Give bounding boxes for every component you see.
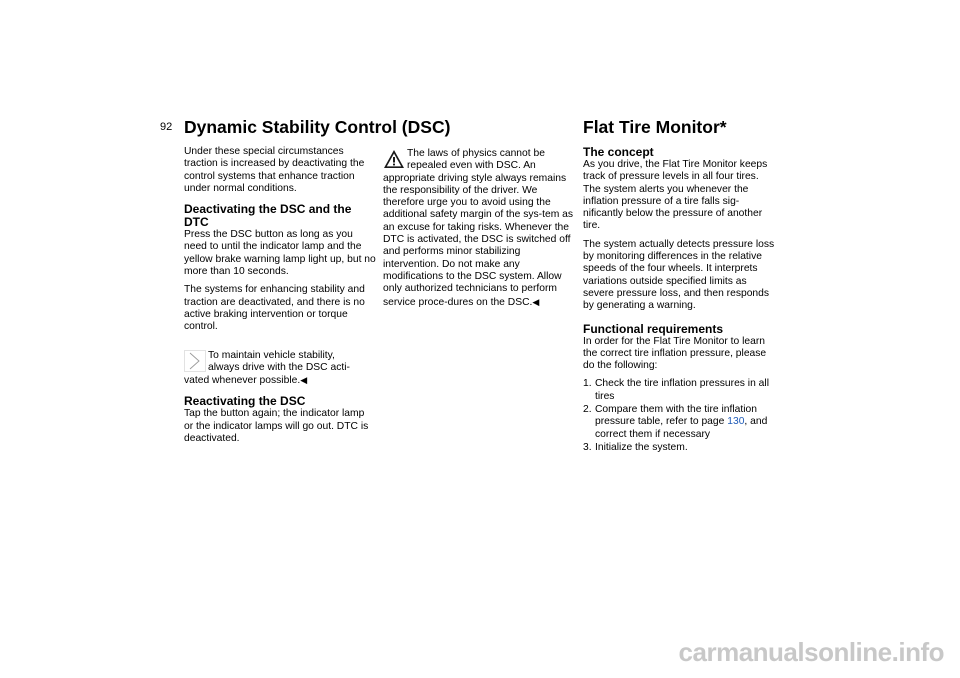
warning-body bbox=[383, 173, 575, 309]
watermark: carmanualsonline.info bbox=[678, 637, 944, 667]
reactivating-paragraph: Tap the button again; the indicator lamp or the indicator lamps will go out. DTC is deactivated. bbox=[184, 408, 369, 445]
warning-line-2: repealed even with DSC. An bbox=[407, 160, 536, 172]
note-line-3 bbox=[184, 374, 376, 387]
column-left bbox=[184, 146, 376, 451]
note-box bbox=[184, 350, 376, 388]
step-text-after: , and correct them if necessary bbox=[595, 416, 768, 440]
column-middle bbox=[383, 146, 575, 309]
warning-line-1: The laws of physics cannot be bbox=[407, 148, 545, 159]
intro-paragraph: Under these special circumstances traction is increased by deactivating the control systems that enhance traction under normal conditions. bbox=[184, 146, 365, 194]
step-number: 3. bbox=[583, 441, 592, 453]
deactivating-paragraph-2: The systems for enhancing stability and traction are deactivated, and there is no active braking intervention or torque control. bbox=[184, 284, 365, 333]
warning-box bbox=[383, 148, 575, 309]
page-number: 92 bbox=[160, 121, 173, 133]
end-mark-icon: ◀ bbox=[532, 296, 540, 307]
step-text: Check the tire inflation pressures in all tires bbox=[595, 378, 769, 402]
step-text: Compare them with the tire inflation pressure table, refer to page bbox=[595, 404, 757, 428]
steps-list bbox=[583, 378, 775, 454]
reactivating-heading: Reactivating the DSC bbox=[184, 394, 306, 409]
step-item bbox=[583, 378, 775, 403]
flat-tire-monitor-title: Flat Tire Monitor* bbox=[583, 117, 727, 137]
note-arrow-icon bbox=[184, 350, 206, 372]
warning-text: appropriate driving style always remains the responsibility of the driver. We therefore urge you to avoid using the additional safety margin of the sys-tem as an excuse for taking risks. Whenever the DTC is activated, the DSC is switched off and performs minor stabilizing intervention. Do not make any modifications to the DSC system. Allow only authorized technicians to perform service proce-dures on the DSC. bbox=[383, 172, 574, 308]
concept-paragraph-1: As you drive, the Flat Tire Monitor keeps track of pressure levels in all four tires. The system alerts you whenever the inflation pressure of a tire falls sig-nificantly below the pressure of another tire. bbox=[583, 159, 768, 232]
note-line-1: To maintain vehicle stability, bbox=[208, 349, 335, 361]
note-text-3: vated whenever possible. bbox=[184, 375, 301, 387]
end-mark-icon: ◀ bbox=[300, 375, 308, 386]
note-line-2: always drive with the DSC acti- bbox=[208, 361, 350, 373]
column-right bbox=[583, 146, 775, 455]
page-reference-link[interactable]: 130 bbox=[727, 416, 745, 428]
concept-heading: The concept bbox=[583, 145, 654, 159]
step-number: 1. bbox=[583, 378, 592, 390]
functional-heading: Functional requirements bbox=[583, 321, 724, 336]
concept-paragraph-2: The system actually detects pressure loss by monitoring differences in the relative speeds of the four wheels. It interprets variations outside specified limits as severe pressure loss, and then responds by generating a warning. bbox=[583, 238, 775, 312]
step-item bbox=[583, 404, 775, 441]
step-text: Initialize the system. bbox=[595, 441, 688, 453]
deactivating-paragraph-1: Press the DSC button as long as you need to until the indicator lamp and the yellow brake warning lamp light up, but no more than 10 seconds. bbox=[184, 229, 376, 278]
functional-intro: In order for the Flat Tire Monitor to learn the correct tire inflation pressure, please do the following: bbox=[583, 335, 767, 372]
warning-triangle-icon bbox=[383, 148, 405, 170]
step-number: 2. bbox=[583, 404, 592, 416]
deactivating-heading: Deactivating the DSC and the DTC bbox=[184, 202, 352, 230]
dsc-section-title: Dynamic Stability Control (DSC) bbox=[184, 117, 451, 137]
step-item bbox=[583, 442, 775, 454]
